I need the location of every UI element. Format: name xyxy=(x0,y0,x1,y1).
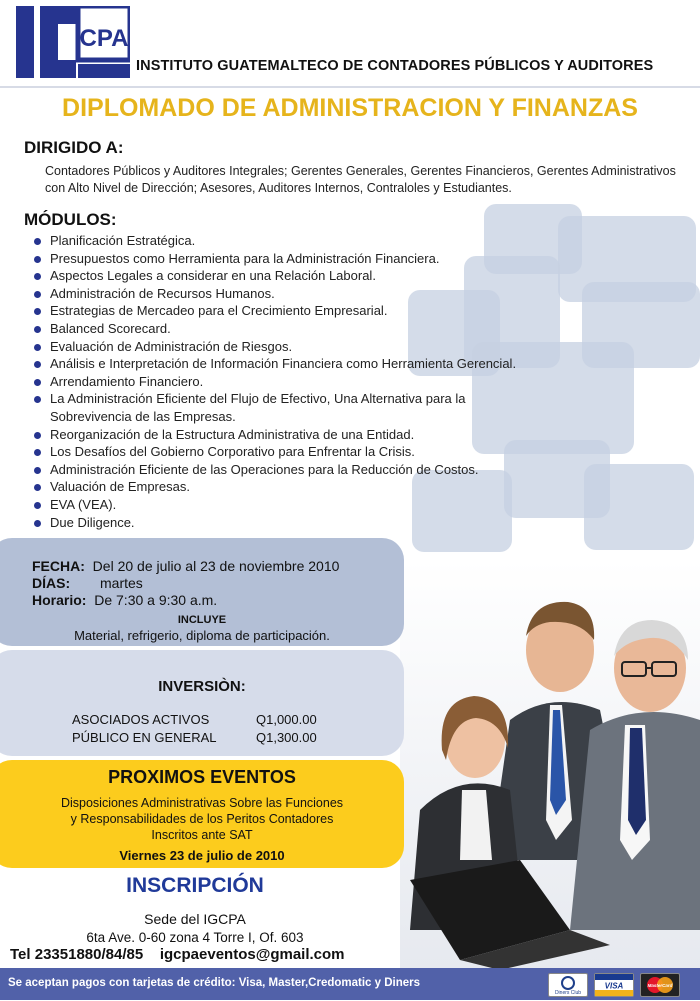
list-item: Los Desafíos del Gobierno Corporativo para Enfrentar la Crisis. xyxy=(32,443,612,461)
card-label: MasterCard xyxy=(647,983,673,988)
address-text: 6ta Ave. 0-60 zona 4 Torre I, Of. 603 xyxy=(86,930,304,945)
dias-value: martes xyxy=(100,575,143,591)
inversion-heading: INVERSIÒN: xyxy=(158,678,246,695)
list-item: Reorganización de la Estructura Administrativa de una Entidad. xyxy=(32,426,612,444)
proximos-line: Inscritos ante SAT xyxy=(151,828,253,842)
dirigido-text: Contadores Públicos y Auditores Integrales; Gerentes Generales, Gerentes Financieros, Gerentes Administrativos con Alto Nivel de Dirección; Asesores, Auditores Internos, Contraloles y Estudiantes. xyxy=(45,164,676,195)
horario-label: Horario: xyxy=(32,592,87,608)
fecha-label: FECHA: xyxy=(32,558,85,574)
page-title: DIPLOMADO DE ADMINISTRACION Y FINANZAS xyxy=(62,94,638,122)
proximos-heading: PROXIMOS EVENTOS xyxy=(108,767,296,787)
card-label: Diners Club xyxy=(554,990,582,996)
inscripcion-heading: INSCRIPCIÓN xyxy=(126,874,264,897)
phone-number: Tel 23351880/84/85 xyxy=(10,946,144,963)
list-item: Presupuestos como Herramienta para la Administración Financiera. xyxy=(32,250,612,268)
price-label: PÚBLICO EN GENERAL xyxy=(72,730,217,745)
list-item: Balanced Scorecard. xyxy=(32,320,612,338)
dias-label: DÍAS: xyxy=(32,575,71,591)
list-item: Arrendamiento Financiero. xyxy=(32,373,612,391)
price-row xyxy=(72,712,209,727)
igcpa-logo xyxy=(16,6,130,80)
list-item: Administración de Recursos Humanos. xyxy=(32,285,612,303)
mastercard-card-icon xyxy=(640,973,680,997)
modules-list xyxy=(32,232,612,531)
svg-text:CPA: CPA xyxy=(79,25,129,52)
horario-row xyxy=(32,592,217,608)
price-row xyxy=(72,730,217,745)
email-link[interactable]: igcpaeventos@gmail.com xyxy=(159,946,345,963)
business-people-photo xyxy=(400,560,700,970)
list-item: Estrategias de Mercadeo para el Crecimiento Empresarial. xyxy=(32,302,612,320)
card-label: VISA xyxy=(604,981,624,991)
list-item: Valuación de Empresas. xyxy=(32,478,612,496)
list-item: Planificación Estratégica. xyxy=(32,232,612,250)
incluye-label: INCLUYE xyxy=(177,614,227,626)
visa-card-icon xyxy=(594,973,634,997)
diners-club-card-icon xyxy=(548,973,588,997)
list-item: Due Diligence. xyxy=(32,514,612,532)
proximos-description xyxy=(0,795,404,843)
organization-name: INSTITUTO GUATEMALTECO DE CONTADORES PÚBLICOS Y AUDITORES xyxy=(136,58,654,74)
price-value: Q1,300.00 xyxy=(256,730,317,745)
proximos-line: Disposiciones Administrativas Sobre las Funciones xyxy=(60,796,344,810)
horario-value: De 7:30 a 9:30 a.m. xyxy=(94,592,218,608)
list-item: Evaluación de Administración de Riesgos. xyxy=(32,338,612,356)
list-item: EVA (VEA). xyxy=(32,496,612,514)
price-label: ASOCIADOS ACTIVOS xyxy=(72,712,210,727)
header-divider xyxy=(0,86,700,88)
proximos-date: Viernes 23 de julio de 2010 xyxy=(119,848,285,863)
contact-line xyxy=(10,946,345,963)
modulos-heading: MÓDULOS: xyxy=(24,210,117,229)
incluye-value: Material, refrigerio, diploma de participación. xyxy=(74,628,330,643)
list-item: Aspectos Legales a considerar en una Relación Laboral. xyxy=(32,267,612,285)
proximos-line: y Responsabilidades de los Peritos Contadores xyxy=(70,812,334,826)
sede-text: Sede del IGCPA xyxy=(144,911,246,927)
price-value: Q1,000.00 xyxy=(256,712,317,727)
fecha-value: Del 20 de julio al 23 de noviembre 2010 xyxy=(92,558,340,574)
list-item: Análisis e Interpretación de Información Financiera como Herramienta Gerencial. xyxy=(32,355,612,373)
dirigido-heading: DIRIGIDO A: xyxy=(24,138,124,157)
list-item: La Administración Eficiente del Flujo de Efectivo, Una Alternativa para la Sobrevivencia de las Empresas. xyxy=(32,390,550,425)
footer-text: Se aceptan pagos con tarjetas de crédito: Visa, Master,Credomatic y Diners xyxy=(8,977,421,989)
list-item: Administración Eficiente de las Operaciones para la Reducción de Costos. xyxy=(32,461,612,479)
dias-row xyxy=(32,575,143,591)
fecha-row xyxy=(32,558,339,574)
